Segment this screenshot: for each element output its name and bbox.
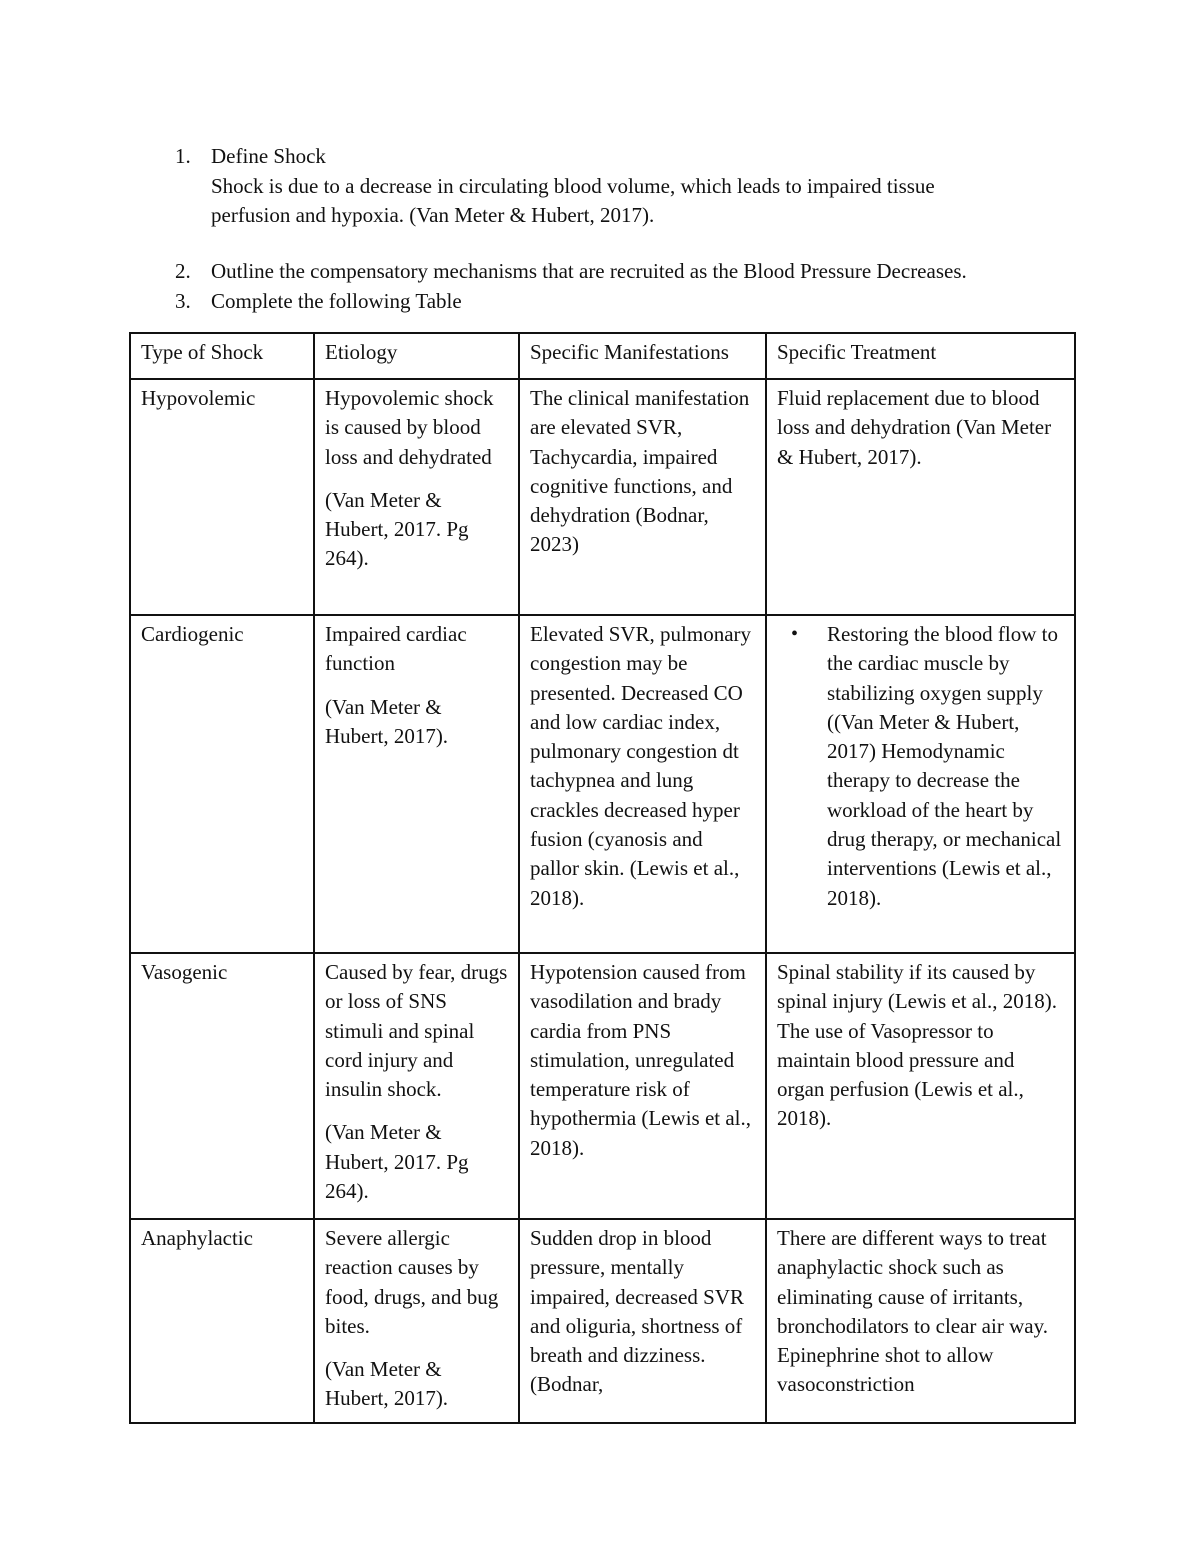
etiology-citation: (Van Meter & Hubert, 2017). xyxy=(325,1357,449,1411)
shock-type-cell: Vasogenic xyxy=(130,953,314,1219)
table-header-row xyxy=(130,333,1075,379)
header-cell: Specific Treatment xyxy=(766,333,1075,379)
treatment-text: Spinal stability if its caused by spinal injury (Lewis et al., 2018). xyxy=(777,960,1057,1014)
etiology-text: Severe allergic reaction causes by food, drugs, and bug bites. xyxy=(325,1226,499,1338)
table-row xyxy=(130,953,1075,1219)
treatment-text: The use of Vasopressor to maintain blood pressure and organ perfusion (Lewis et al., 2018). xyxy=(777,1018,1024,1131)
bullet-icon: • xyxy=(791,623,799,645)
item-text: Outline the compensatory mechanisms that are recruited as the Blood Pressure Decreases. xyxy=(211,259,967,283)
treatment-cell xyxy=(766,953,1075,1219)
bullet-item xyxy=(777,620,1064,913)
etiology-cell xyxy=(314,379,519,615)
shock-table xyxy=(129,332,1076,1424)
treatment-cell: Fluid replacement due to blood loss and dehydration (Van Meter & Hubert, 2017). xyxy=(766,379,1075,615)
etiology-text: Impaired cardiac function xyxy=(325,622,467,676)
header-cell: Type of Shock xyxy=(130,333,314,379)
etiology-text: Hypovolemic shock is caused by blood loss and dehydrated xyxy=(325,386,494,469)
list-number: 2. xyxy=(175,259,191,283)
etiology-citation: (Van Meter & Hubert, 2017). xyxy=(325,694,449,748)
manifestations-cell: Elevated SVR, pulmonary congestion may be presented. Decreased CO and low cardiac index, pulmonary congestion dt tachypnea and lung crackles decreased hyper fusion (cyanosis and pallor skin. (Lewis et al., 2018). xyxy=(519,615,766,953)
shock-type-cell: Anaphylactic xyxy=(130,1219,314,1423)
etiology-cell xyxy=(314,615,519,953)
list-number: 3. xyxy=(175,289,191,313)
item-text: Complete the following Table xyxy=(211,289,462,313)
manifestations-cell: The clinical manifestation are elevated SVR, Tachycardia, impaired cognitive functions, and dehydration (Bodnar, 2023) xyxy=(519,379,766,615)
header-cell: Etiology xyxy=(314,333,519,379)
manifestations-cell: Sudden drop in blood pressure, mentally impaired, decreased SVR and oliguria, shortness of breath and dizziness. (Bodnar, xyxy=(519,1219,766,1423)
manifestations-cell: Hypotension caused from vasodilation and brady cardia from PNS stimulation, unregulated temperature risk of hypothermia (Lewis et al., 2018). xyxy=(519,953,766,1219)
header-cell: Specific Manifestations xyxy=(519,333,766,379)
table-row xyxy=(130,1219,1075,1423)
table-row xyxy=(130,615,1075,953)
item-text-line: Shock is due to a decrease in circulating blood volume, which leads to impaired tissue xyxy=(211,173,935,198)
item-title: Define Shock xyxy=(211,144,326,168)
etiology-citation: (Van Meter & Hubert, 2017. Pg 264). xyxy=(325,487,469,571)
list-number: 1. xyxy=(175,144,191,168)
table-row xyxy=(130,379,1075,615)
shock-type-cell: Hypovolemic xyxy=(130,379,314,615)
treatment-text: Restoring the blood flow to the cardiac muscle by stabilizing oxygen supply ((Van Meter & Hubert, 2017) Hemodynamic therapy to decrease the workload of the heart by drug therapy, or mechanical interventions (Lewis et al., 2018). xyxy=(827,622,1062,910)
etiology-cell xyxy=(314,953,519,1219)
treatment-cell: There are different ways to treat anaphylactic shock such as eliminating cause of irritants, bronchodilators to clear air way. Epinephrine shot to allow vasoconstriction xyxy=(766,1219,1075,1423)
etiology-cell xyxy=(314,1219,519,1423)
item-text-line: perfusion and hypoxia. (Van Meter & Hubert, 2017). xyxy=(211,203,655,227)
shock-type-cell: Cardiogenic xyxy=(130,615,314,953)
etiology-citation: (Van Meter & Hubert, 2017. Pg 264). xyxy=(325,1120,469,1204)
treatment-cell xyxy=(766,615,1075,953)
etiology-text: Caused by fear, drugs or loss of SNS stimuli and spinal cord injury and insulin shock. xyxy=(325,960,508,1102)
